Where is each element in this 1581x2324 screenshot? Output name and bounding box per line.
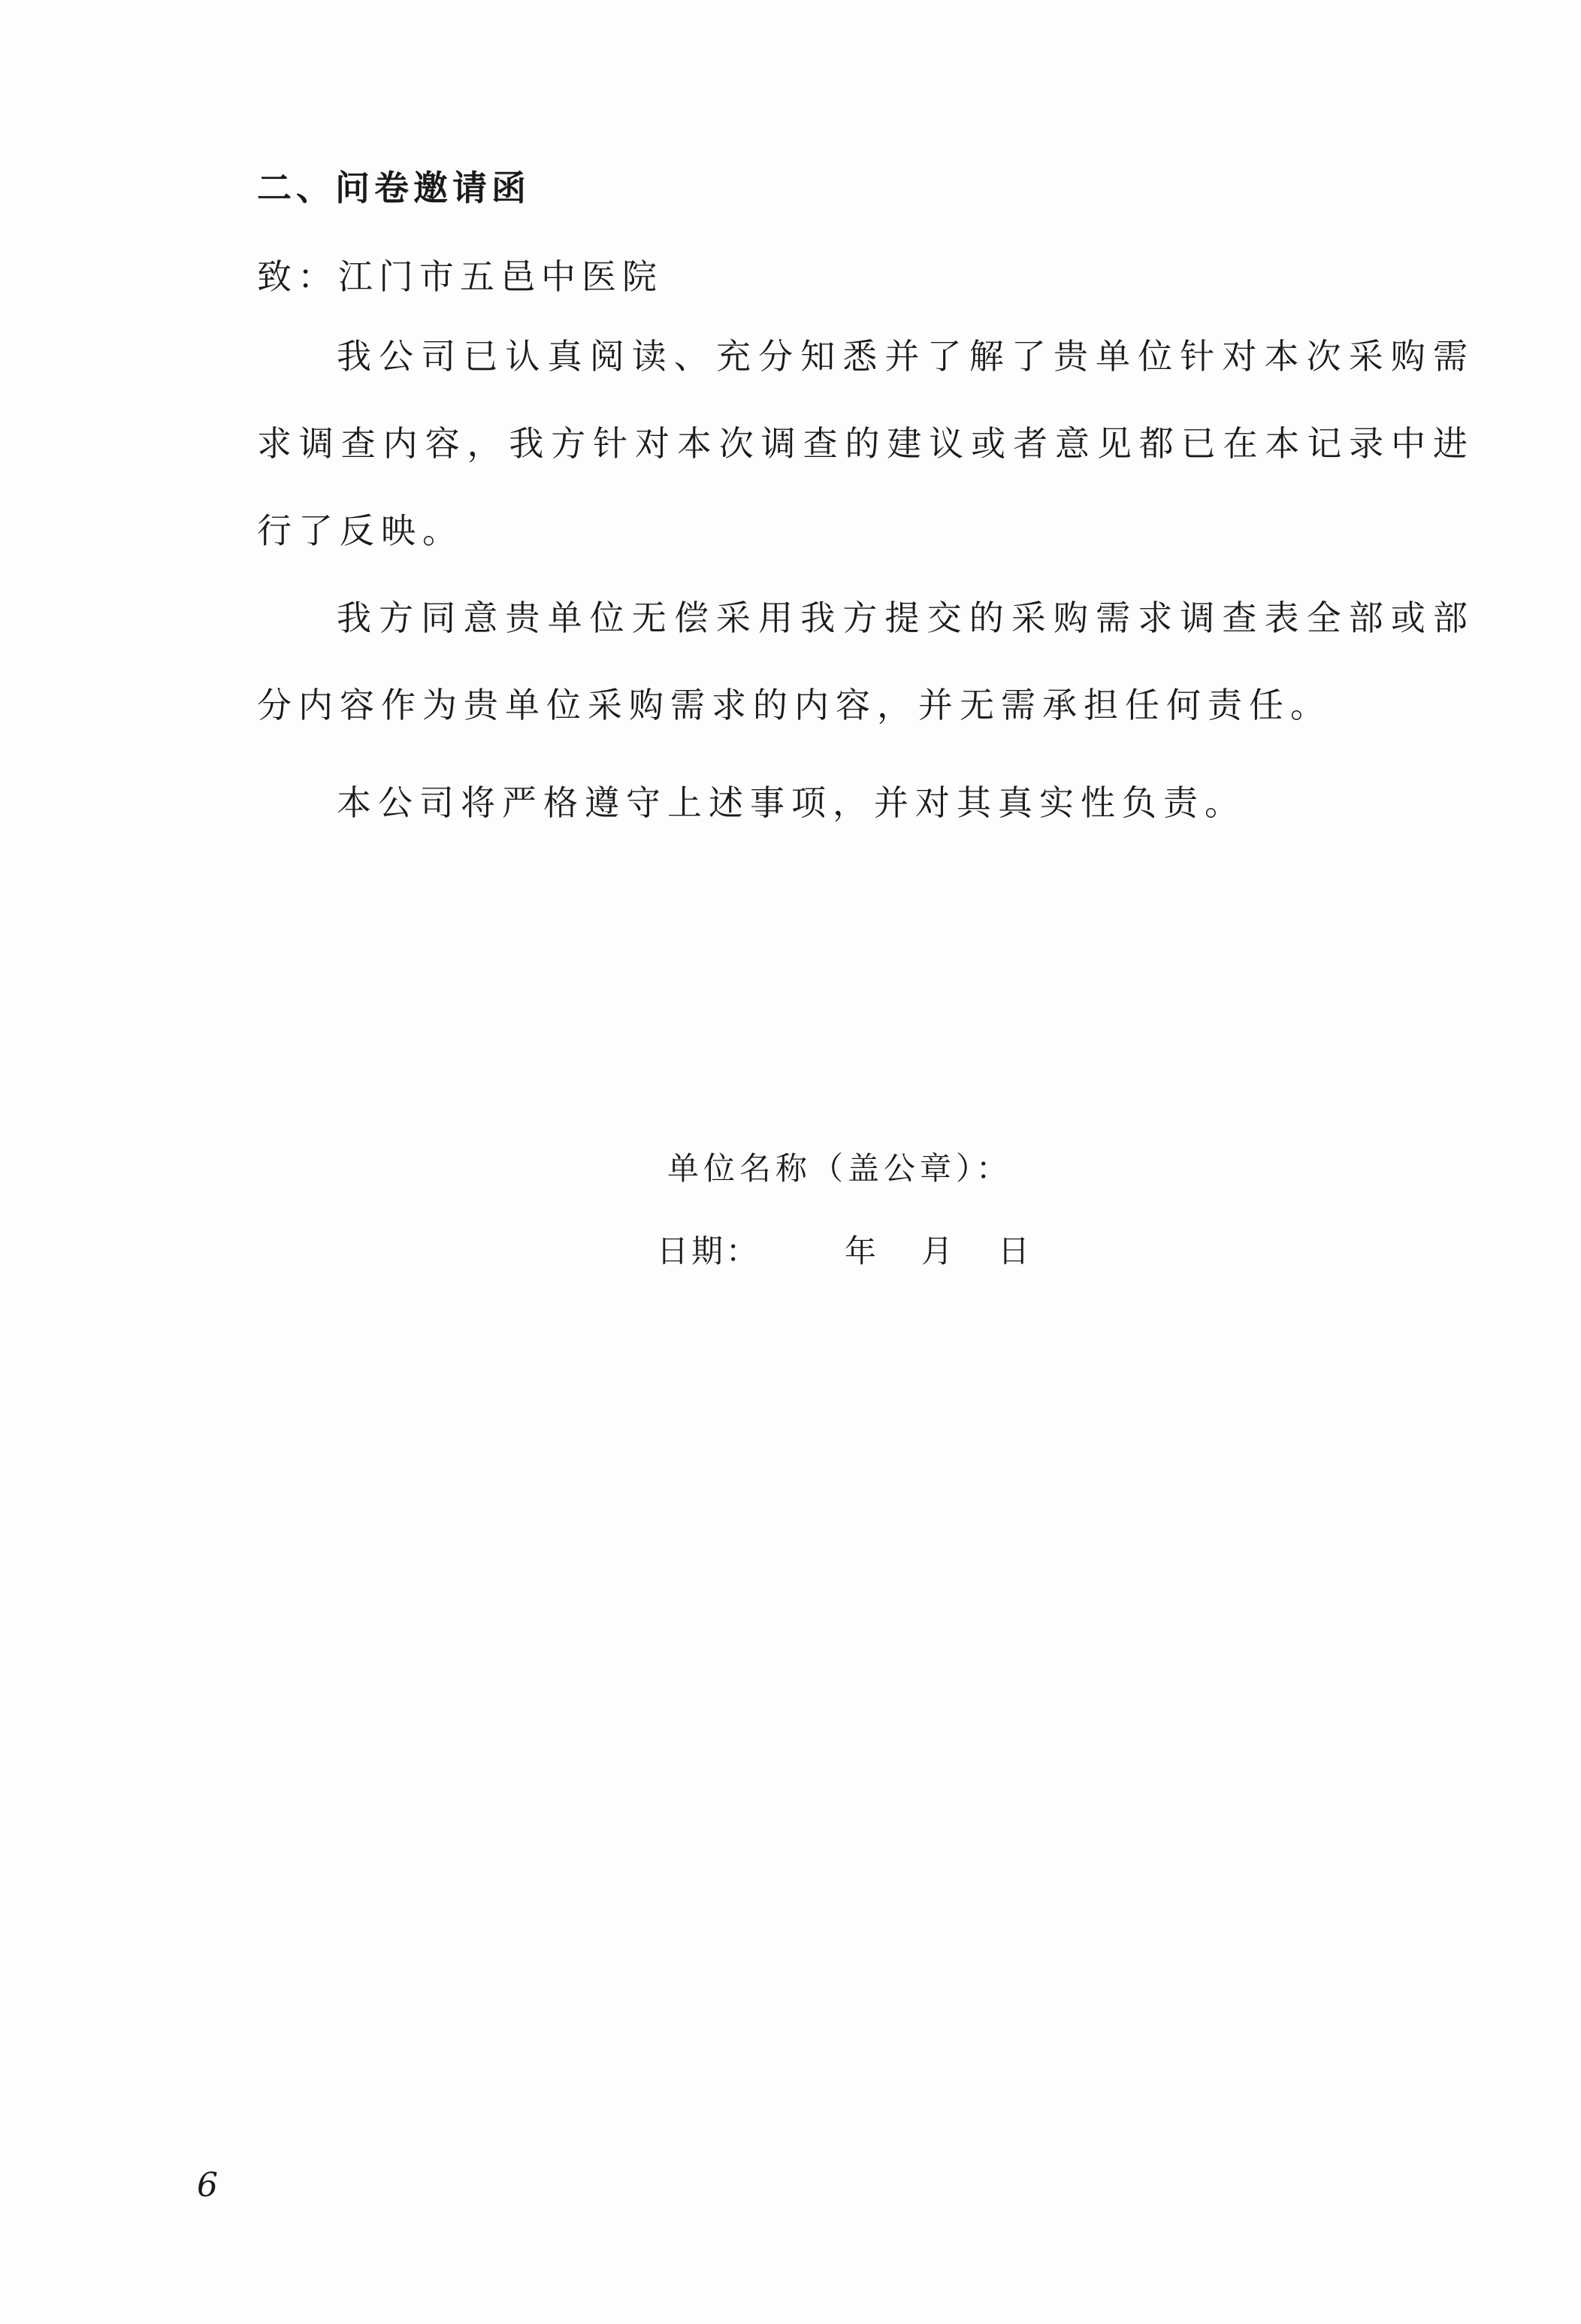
- paragraph-acknowledgement: 我公司已认真阅读、充分知悉并了解了贵单位针对本次采购需求调查内容，我方针对本次调查的建议或者意见都已在本记录中进行了反映。: [257, 336, 1474, 551]
- year-label: 年: [845, 1233, 877, 1269]
- addressee-line: 致：江门市五邑中医院: [257, 256, 663, 297]
- day-label: 日: [998, 1233, 1030, 1269]
- paragraph-consent: 我方同意贵单位无偿采用我方提交的采购需求调查表全部或部分内容作为贵单位采购需求的内容，并无需承担任何责任。: [257, 598, 1474, 725]
- section-heading: 二、问卷邀请函: [257, 168, 531, 208]
- unit-name-label: 单位名称（盖公章）：: [667, 1150, 1013, 1187]
- month-label: 月: [921, 1233, 954, 1269]
- signature-date-line: [657, 1227, 1075, 1272]
- date-label: 日期：: [657, 1233, 761, 1269]
- page-number: 6: [197, 2166, 218, 2204]
- paragraph-commitment: 本公司将严格遵守上述事项，并对其真实性负责。: [337, 782, 1246, 823]
